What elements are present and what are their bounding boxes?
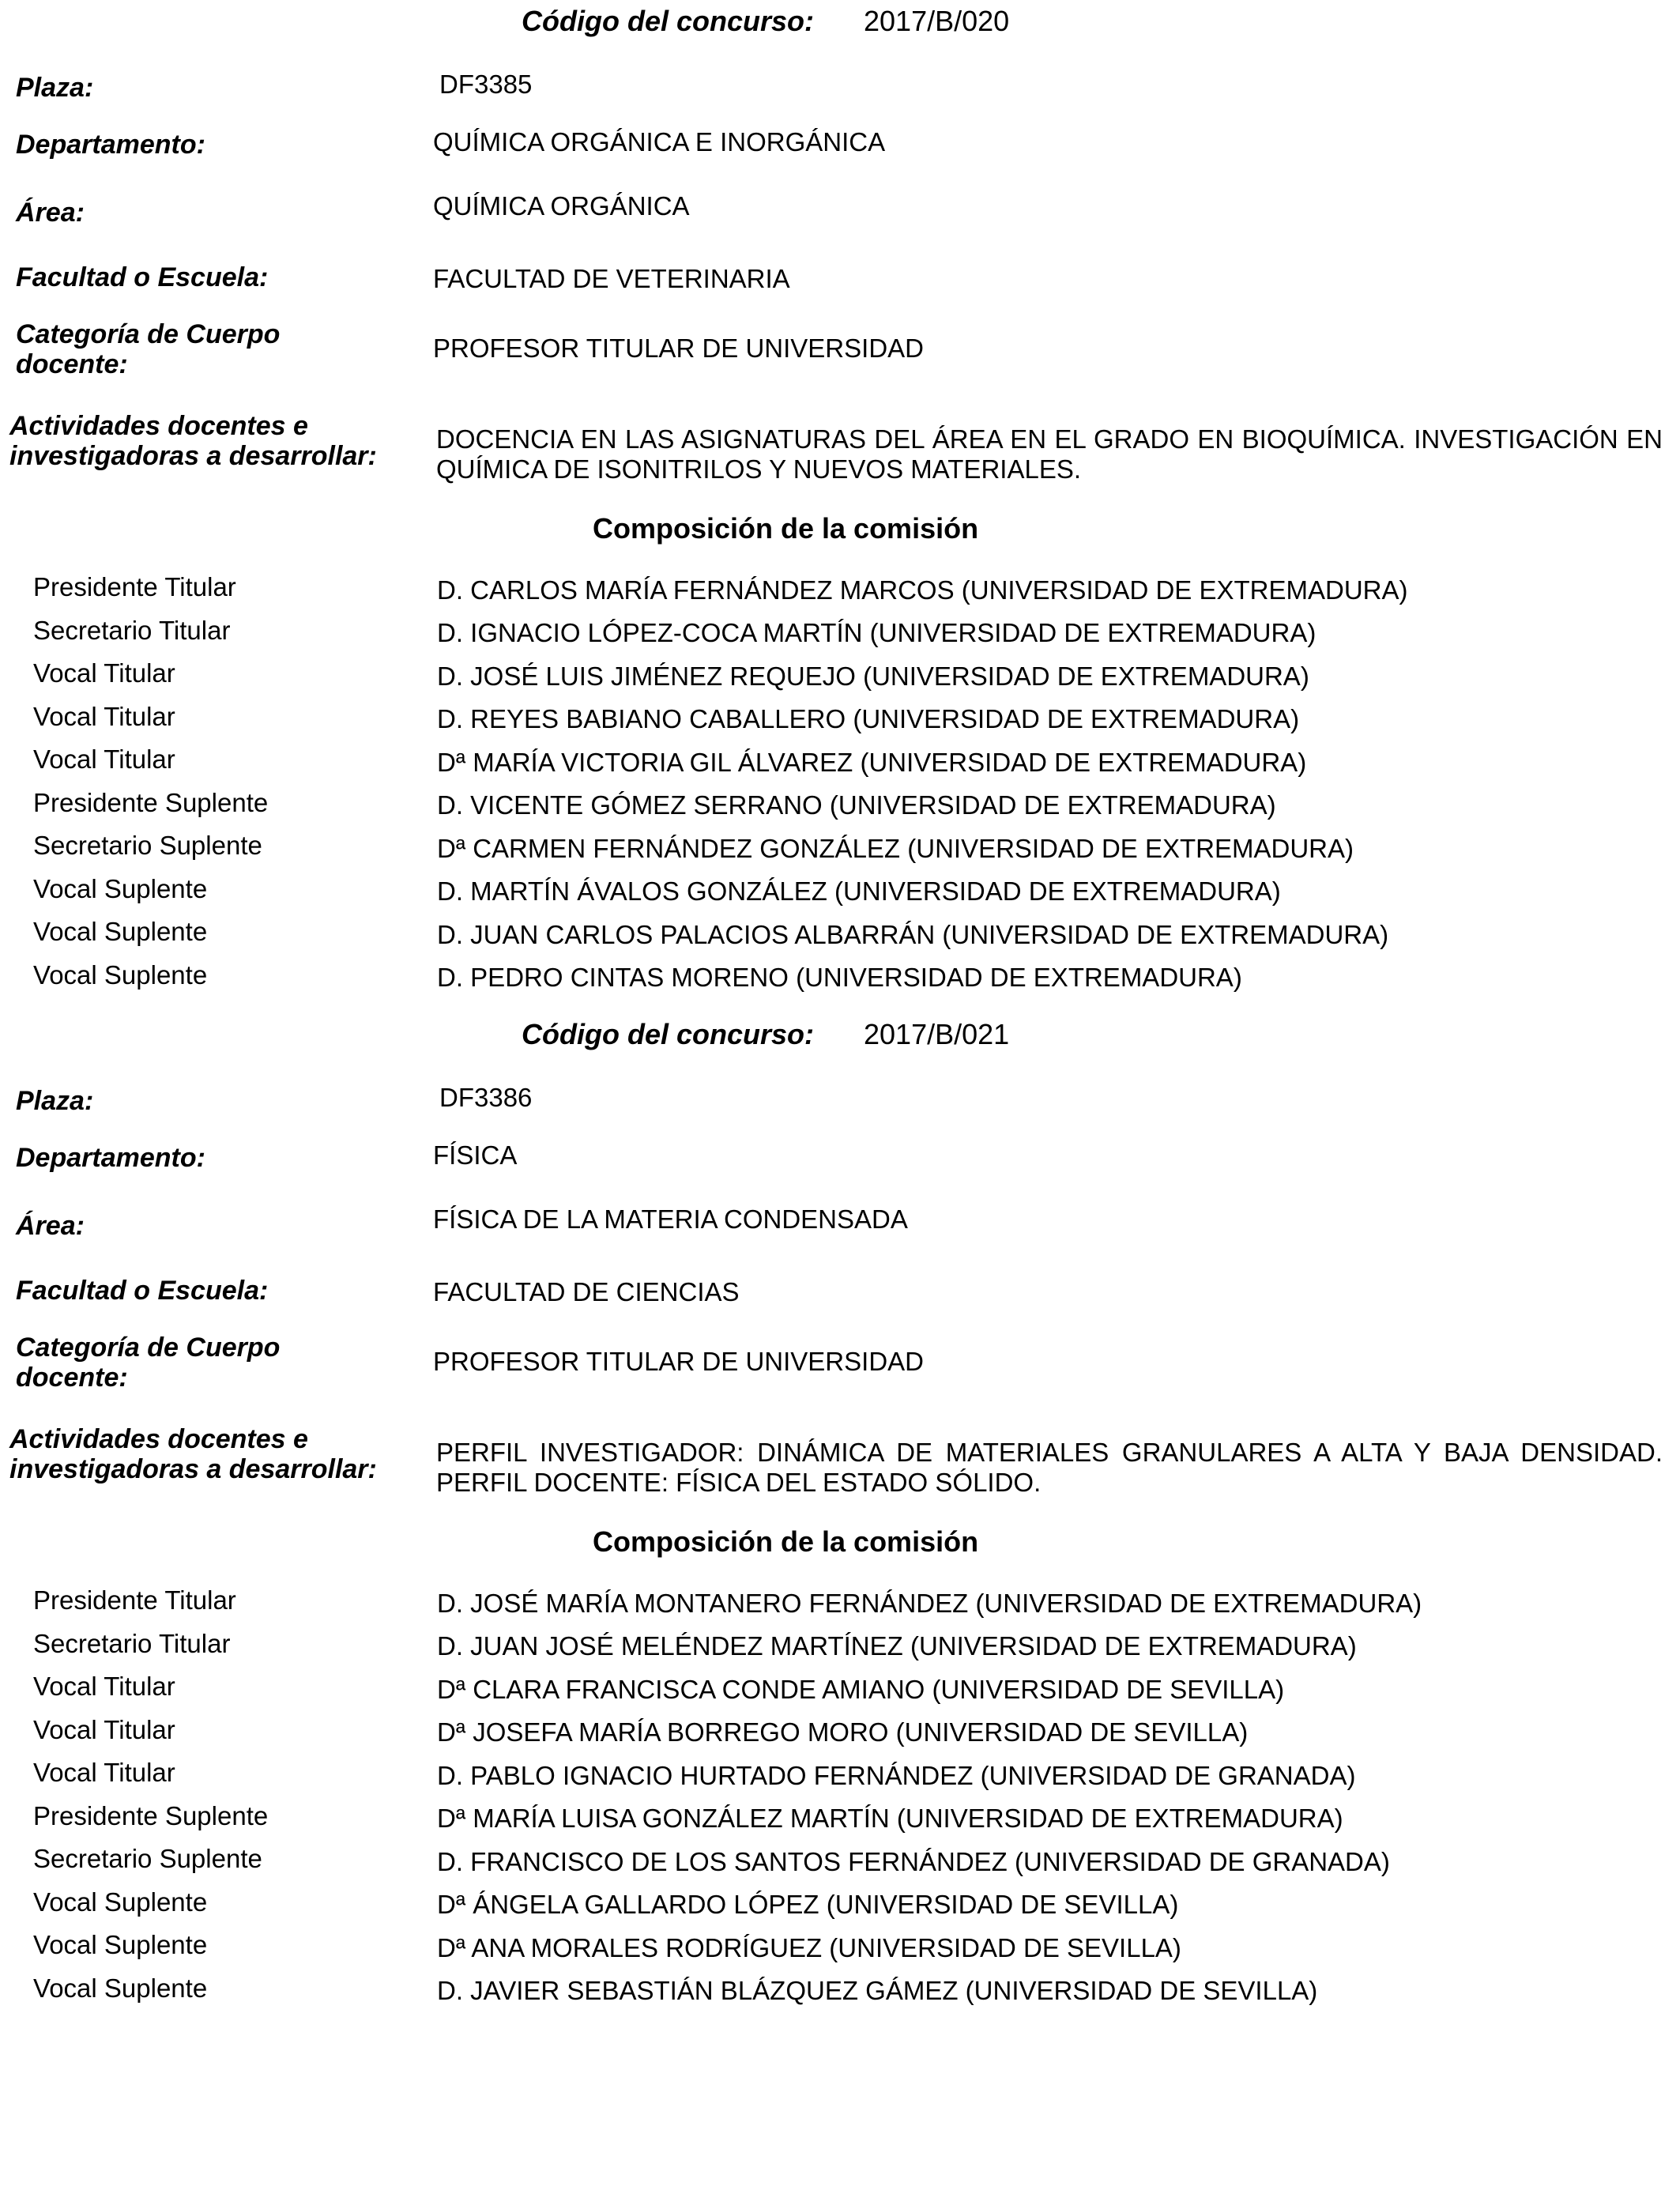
plaza-value: DF3385 [439, 70, 533, 99]
commission-member: Dª ANA MORALES RODRÍGUEZ (UNIVERSIDAD DE SEVILLA) [437, 1933, 1181, 1962]
commission-role: Secretario Titular [33, 1629, 231, 1658]
commission-member: D. FRANCISCO DE LOS SANTOS FERNÁNDEZ (UNIVERSIDAD DE GRANADA) [437, 1847, 1390, 1876]
commission-role: Vocal Titular [33, 658, 175, 688]
commission-member: Dª CARMEN FERNÁNDEZ GONZÁLEZ (UNIVERSIDAD DE EXTREMADURA) [437, 834, 1354, 863]
actividades-label-line1: Actividades docentes e [9, 411, 308, 441]
area-value: FÍSICA DE LA MATERIA CONDENSADA [433, 1204, 908, 1234]
actividades-value: DOCENCIA EN LAS ASIGNATURAS DEL ÁREA EN EL GRADO EN BIOQUÍMICA. INVESTIGACIÓN EN QUÍMICA DE ISONITRILOS Y NUEVOS MATERIALES. [436, 424, 1663, 484]
commission-role: Secretario Suplente [33, 831, 262, 860]
commission-role: Vocal Titular [33, 1672, 175, 1701]
commission-member: D. PABLO IGNACIO HURTADO FERNÁNDEZ (UNIVERSIDAD DE GRANADA) [437, 1761, 1356, 1790]
area-label: Área: [16, 1211, 85, 1241]
commission-role: Secretario Suplente [33, 1844, 262, 1873]
categoria-label-line2: docente: [16, 1363, 128, 1393]
facultad-label: Facultad o Escuela: [16, 1276, 269, 1306]
commission-member: Dª ÁNGELA GALLARDO LÓPEZ (UNIVERSIDAD DE SEVILLA) [437, 1890, 1179, 1919]
concurso-code-label: Código del concurso: [522, 1018, 815, 1050]
commission-role: Vocal Suplente [33, 1930, 208, 1959]
concurso-code-value: 2017/B/020 [864, 5, 1010, 37]
commission-role: Vocal Suplente [33, 1973, 208, 2003]
actividades-label [9, 1424, 377, 1484]
categoria-label [16, 1333, 280, 1393]
concurso-code-label: Código del concurso: [522, 5, 815, 37]
facultad-value: FACULTAD DE CIENCIAS [433, 1277, 740, 1306]
actividades-label [9, 411, 377, 471]
commission-role: Secretario Titular [33, 616, 231, 645]
commission-member: D. JUAN CARLOS PALACIOS ALBARRÁN (UNIVERSIDAD DE EXTREMADURA) [437, 920, 1389, 949]
commission-member: D. JAVIER SEBASTIÁN BLÁZQUEZ GÁMEZ (UNIVERSIDAD DE SEVILLA) [437, 1976, 1318, 2005]
commission-member: D. JOSÉ MARÍA MONTANERO FERNÁNDEZ (UNIVERSIDAD DE EXTREMADURA) [437, 1589, 1422, 1618]
commission-member: D. PEDRO CINTAS MORENO (UNIVERSIDAD DE EXTREMADURA) [437, 963, 1242, 992]
commission-member: D. JUAN JOSÉ MELÉNDEZ MARTÍNEZ (UNIVERSIDAD DE EXTREMADURA) [437, 1631, 1357, 1661]
commission-role: Vocal Suplente [33, 1887, 208, 1917]
area-value: QUÍMICA ORGÁNICA [433, 191, 690, 221]
commission-role: Presidente Suplente [33, 788, 269, 817]
departamento-value: QUÍMICA ORGÁNICA E INORGÁNICA [433, 127, 886, 156]
categoria-value: PROFESOR TITULAR DE UNIVERSIDAD [433, 334, 924, 363]
commission-role: Vocal Titular [33, 1758, 175, 1787]
actividades-label-line2: investigadoras a desarrollar: [9, 1454, 377, 1484]
categoria-label [16, 319, 280, 379]
commission-member: D. IGNACIO LÓPEZ-COCA MARTÍN (UNIVERSIDAD DE EXTREMADURA) [437, 618, 1317, 647]
commission-member: D. MARTÍN ÁVALOS GONZÁLEZ (UNIVERSIDAD DE EXTREMADURA) [437, 876, 1281, 906]
commission-member: D. REYES BABIANO CABALLERO (UNIVERSIDAD DE EXTREMADURA) [437, 704, 1300, 733]
plaza-label: Plaza: [16, 73, 94, 103]
categoria-label-line2: docente: [16, 349, 128, 379]
commission-member: D. CARLOS MARÍA FERNÁNDEZ MARCOS (UNIVERSIDAD DE EXTREMADURA) [437, 575, 1408, 605]
categoria-value: PROFESOR TITULAR DE UNIVERSIDAD [433, 1347, 924, 1376]
actividades-label-line1: Actividades docentes e [9, 1424, 308, 1454]
commission-member: D. JOSÉ LUIS JIMÉNEZ REQUEJO (UNIVERSIDAD DE EXTREMADURA) [437, 662, 1309, 691]
commission-member: Dª JOSEFA MARÍA BORREGO MORO (UNIVERSIDAD DE SEVILLA) [437, 1717, 1249, 1747]
commission-member: Dª MARÍA VICTORIA GIL ÁLVAREZ (UNIVERSIDAD DE EXTREMADURA) [437, 748, 1307, 777]
departamento-label: Departamento: [16, 130, 205, 160]
commission-role: Presidente Suplente [33, 1801, 269, 1830]
plaza-value: DF3386 [439, 1083, 533, 1112]
departamento-label: Departamento: [16, 1143, 205, 1173]
commission-role: Vocal Titular [33, 745, 175, 774]
facultad-label: Facultad o Escuela: [16, 262, 269, 292]
commission-role: Vocal Titular [33, 702, 175, 731]
commission-title: Composición de la comisión [593, 512, 979, 545]
commission-role: Presidente Titular [33, 1585, 236, 1615]
commission-title: Composición de la comisión [593, 1525, 979, 1558]
commission-role: Vocal Suplente [33, 917, 208, 946]
commission-member: D. VICENTE GÓMEZ SERRANO (UNIVERSIDAD DE EXTREMADURA) [437, 790, 1276, 820]
area-label: Área: [16, 198, 85, 228]
concurso-code-value: 2017/B/021 [864, 1018, 1010, 1050]
categoria-label-line1: Categoría de Cuerpo [16, 319, 281, 349]
commission-role: Presidente Titular [33, 572, 236, 601]
commission-role: Vocal Suplente [33, 960, 208, 990]
departamento-value: FÍSICA [433, 1140, 518, 1170]
plaza-label: Plaza: [16, 1086, 94, 1116]
commission-member: Dª CLARA FRANCISCA CONDE AMIANO (UNIVERSIDAD DE SEVILLA) [437, 1675, 1285, 1704]
commission-member: Dª MARÍA LUISA GONZÁLEZ MARTÍN (UNIVERSIDAD DE EXTREMADURA) [437, 1804, 1343, 1833]
actividades-label-line2: investigadoras a desarrollar: [9, 441, 377, 471]
categoria-label-line1: Categoría de Cuerpo [16, 1333, 281, 1363]
commission-role: Vocal Suplente [33, 874, 208, 903]
actividades-value: PERFIL INVESTIGADOR: DINÁMICA DE MATERIALES GRANULARES A ALTA Y BAJA DENSIDAD. PERFIL DOCENTE: FÍSICA DEL ESTADO SÓLIDO. [436, 1438, 1663, 1497]
facultad-value: FACULTAD DE VETERINARIA [433, 264, 790, 293]
commission-role: Vocal Titular [33, 1715, 175, 1744]
